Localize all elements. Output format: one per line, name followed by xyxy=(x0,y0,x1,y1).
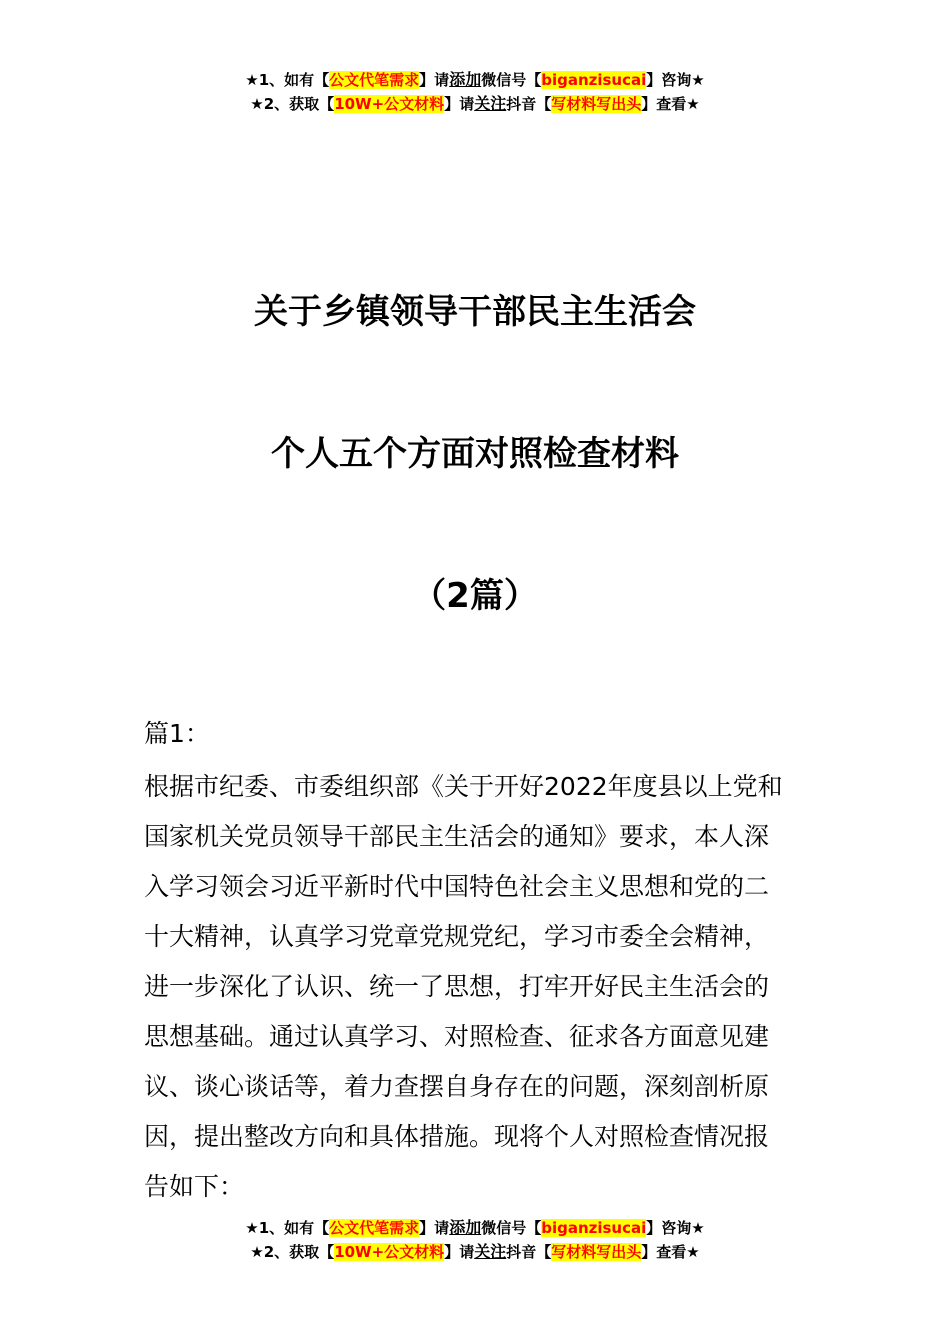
banner-emphasis: 添加 xyxy=(449,70,482,89)
banner-text: ★1、如有【 xyxy=(245,1219,330,1237)
paragraph-line: 进一步深化了认识、统一了思想，打牢开好民主生活会的 xyxy=(144,972,770,1001)
paragraph-line: 思想基础。通过认真学习、对照检查、征求各方面意见建 xyxy=(144,1022,770,1051)
banner-line-1 xyxy=(0,1216,950,1240)
banner-emphasis: 添加 xyxy=(449,1218,482,1237)
banner-text: 】咨询★ xyxy=(646,1219,705,1237)
paragraph-line: 因，提出整改方向和具体措施。现将个人对照检查情况报 xyxy=(144,1122,770,1151)
banner-text: 】请 xyxy=(419,1219,450,1237)
body-paragraph xyxy=(144,762,808,1212)
banner-line-2 xyxy=(0,1240,950,1264)
banner-line-2 xyxy=(0,92,950,116)
banner-text: 】请 xyxy=(444,95,475,113)
banner-text: ★2、获取【 xyxy=(250,1243,335,1261)
banner-highlight: 写材料写出头 xyxy=(551,95,642,113)
banner-line-1 xyxy=(0,68,950,92)
document-title-line-2: 个人五个方面对照检查材料 xyxy=(271,434,679,474)
banner-text: 抖音【 xyxy=(506,95,552,113)
banner-highlight: biganzisucai xyxy=(541,71,647,89)
banner-text: ★2、获取【 xyxy=(250,95,335,113)
paragraph-line: 根据市纪委、市委组织部《关于开好2022年度县以上党和 xyxy=(144,772,783,801)
banner-emphasis: 关注 xyxy=(474,1242,507,1261)
footer-banner xyxy=(0,1216,950,1264)
banner-text: 】请 xyxy=(444,1243,475,1261)
banner-highlight: biganzisucai xyxy=(541,1219,647,1237)
article-label: 篇1： xyxy=(144,719,210,748)
banner-highlight: 公文代笔需求 xyxy=(329,71,420,89)
document-title-line-1: 关于乡镇领导干部民主生活会 xyxy=(254,292,696,332)
banner-highlight: 10W+公文材料 xyxy=(334,95,445,113)
paragraph-line: 入学习领会习近平新时代中国特色社会主义思想和党的二 xyxy=(144,872,770,901)
banner-text: 】咨询★ xyxy=(646,71,705,89)
banner-highlight: 写材料写出头 xyxy=(551,1243,642,1261)
banner-text: 】查看★ xyxy=(641,95,700,113)
banner-highlight: 10W+公文材料 xyxy=(334,1243,445,1261)
banner-text: 微信号【 xyxy=(481,71,542,89)
banner-text: ★1、如有【 xyxy=(245,71,330,89)
banner-text: 】请 xyxy=(419,71,450,89)
document-title-count: （2篇） xyxy=(412,576,538,616)
paragraph-line: 议、谈心谈话等，着力查摆自身存在的问题，深刻剖析原 xyxy=(144,1072,770,1101)
banner-text: 微信号【 xyxy=(481,1219,542,1237)
paragraph-line: 告如下： xyxy=(144,1172,245,1201)
banner-text: 】查看★ xyxy=(641,1243,700,1261)
banner-emphasis: 关注 xyxy=(474,94,507,113)
header-banner xyxy=(0,68,950,116)
banner-text: 抖音【 xyxy=(506,1243,552,1261)
paragraph-line: 十大精神，认真学习党章党规党纪，学习市委全会精神， xyxy=(144,922,770,951)
banner-highlight: 公文代笔需求 xyxy=(329,1219,420,1237)
paragraph-line: 国家机关党员领导干部民主生活会的通知》要求，本人深 xyxy=(144,822,770,851)
